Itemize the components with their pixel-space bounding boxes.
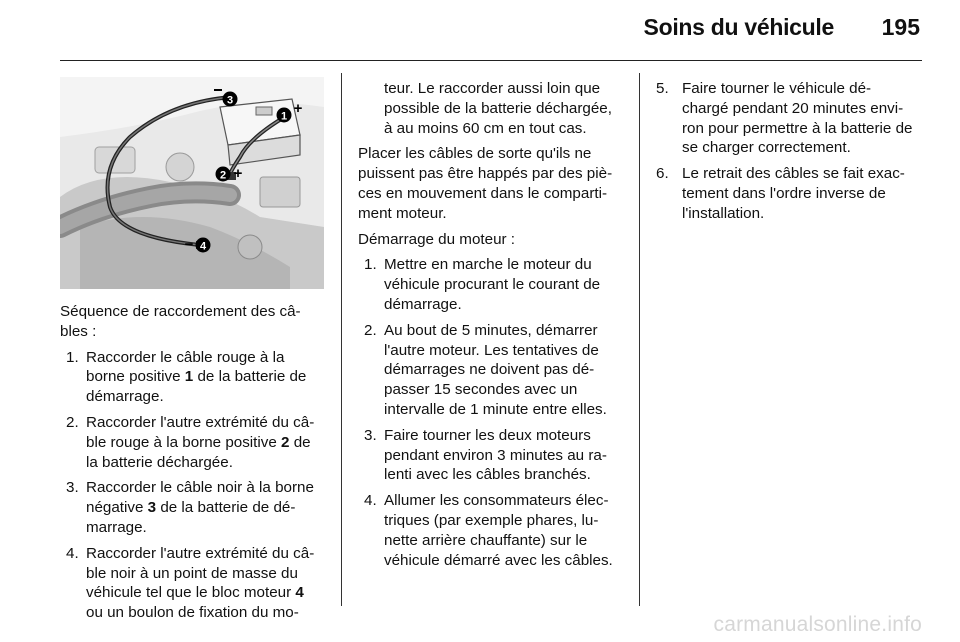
callout-4-number: 4 <box>199 240 207 253</box>
subheading-engine-start: Démarrage du moteur : <box>358 230 516 248</box>
paragraph-cable-placement: Placer les câbles de sorte qu'ils ne puissent pas être happés par des piè- ces en mouvement dans le comparti- ment moteur. <box>358 145 613 222</box>
running-header-title: Soins du véhicule <box>643 14 834 40</box>
header-rule <box>60 60 922 61</box>
list-item: 1. Mettre en marche le moteur du véhicule procurant le courant de démarrage. <box>364 256 601 313</box>
list-item-continuation: teur. Le raccorder aussi loin que possible de la batterie déchargée, à au moins 60 cm en tout cas. <box>384 80 612 137</box>
callout-1-number: 1 <box>280 110 288 123</box>
column-divider-2 <box>639 73 640 606</box>
callout-3-number: 3 <box>226 94 234 107</box>
column-3 <box>656 79 926 230</box>
figure-caption: Séquence de raccordement des câ- bles : <box>60 303 301 340</box>
list-item: 4. Raccorder l'autre extrémité du câ- ble noir à un point de masse du véhicule tel que le bloc moteur 4 ou un boulon de fixation du mo- <box>66 544 315 622</box>
list-item: 6. Le retrait des câbles se fait exac- tement dans l'ordre inverse de l'installation. <box>656 165 905 222</box>
callout-2-number: 2 <box>219 169 227 182</box>
list-item: 2. Raccorder l'autre extrémité du câ- ble rouge à la borne positive 2 de la batterie déchargée. <box>66 413 315 471</box>
list-item: 4. Allumer les consommateurs élec- triques (par exemple phares, lu- nette arrière chauffante) sur le véhicule démarré avec les câbles. <box>364 492 613 569</box>
list-item: 2. Au bout de 5 minutes, démarrer l'autre moteur. Les tentatives de démarrages ne doivent pas dé- passer 15 secondes avec un intervalle de 1 minute entre elles. <box>364 321 607 418</box>
list-item: 3. Faire tourner les deux moteurs pendant environ 3 minutes au ra- lenti avec les câbles branchés. <box>364 426 607 484</box>
engine-bay-drawing <box>60 77 324 289</box>
list-item: 1. Raccorder le câble rouge à la borne positive 1 de la batterie de démarrage. <box>66 348 307 406</box>
callout-1-sign: + <box>293 100 303 117</box>
column-2 <box>358 79 634 576</box>
column-1 <box>60 302 335 629</box>
list-item: 5. Faire tourner le véhicule dé- chargé pendant 20 minutes envi- ron pour permettre à la batterie de se charger correctement. <box>656 80 913 157</box>
callout-2-sign: + <box>233 165 243 182</box>
page-number: 195 <box>881 14 920 40</box>
column-divider-1 <box>341 73 342 606</box>
jump-start-illustration <box>60 77 324 289</box>
list-item: 3. Raccorder le câble noir à la borne négative 3 de la batterie de dé- marrage. <box>66 479 314 536</box>
watermark: carmanualsonline.info <box>713 613 922 636</box>
callout-4-sign: − <box>184 236 194 253</box>
